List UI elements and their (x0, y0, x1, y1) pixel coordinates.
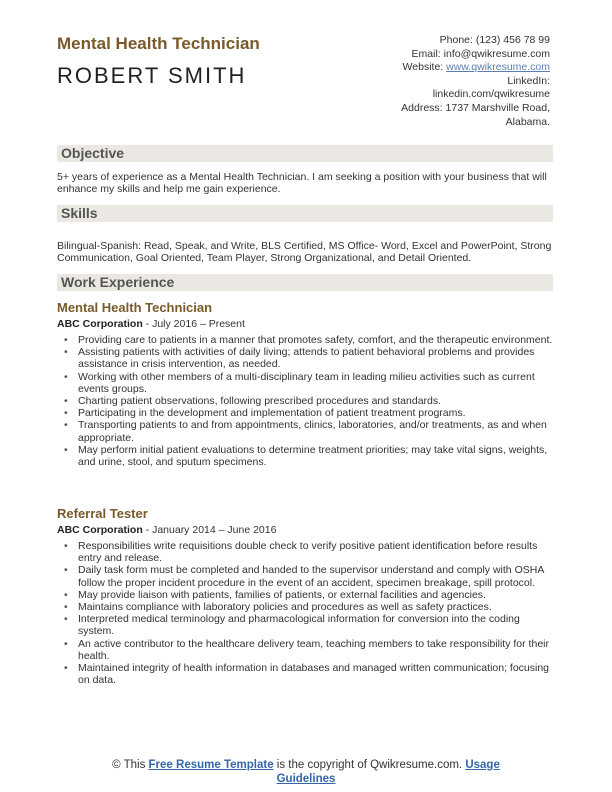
company-name: ABC Corporation (57, 318, 143, 330)
address-label: Address: (401, 101, 443, 114)
bullet-item: • Daily task form must be completed and handed to the supervisor understand and comply with OSHA follow the proper incident procedure in the event of an accident, specimen breakage, spill protocol. (57, 564, 557, 588)
contact-linkedin-label: LinkedIn: (507, 74, 550, 87)
bullet-item: • An active contributor to the healthcare delivery team, teaching members to take responsibility for their health. (57, 638, 557, 662)
contact-phone (401, 34, 550, 48)
phone-label: Phone: (439, 34, 473, 46)
contact-email (401, 48, 550, 62)
skills-text: Bilingual-Spanish: Read, Speak, and Write, BLS Certified, MS Office- Word, Excel and PowerPoint, Strong Communication, Goal Oriented, Team Player, Strong Organizational, and Detail Oriented. (57, 240, 552, 265)
usage-link-part1[interactable]: Usage (465, 759, 500, 771)
job-bullets (57, 540, 557, 686)
bullet-item: • Responsibilities write requisitions double check to verify positive patient identification before results entry and release. (57, 540, 557, 564)
objective-heading: Objective (61, 145, 125, 161)
objective-heading-bar (57, 145, 553, 162)
bullet-item: • Charting patient observations, following prescribed procedures and standards. (57, 395, 557, 407)
free-resume-template-link[interactable]: Free Resume Template (148, 759, 274, 771)
contact-block (401, 34, 550, 129)
work-experience-heading: Work Experience (61, 274, 175, 290)
job-dates: - July 2016 – Present (142, 318, 245, 330)
bullet-item: • Participating in the development and implementation of patient treatment programs. (57, 407, 557, 419)
website-label: Website: (402, 61, 444, 74)
job-title: Mental Health Technician (57, 300, 213, 315)
bullet-item: • Transporting patients to and from appointments, clinics, laboratories, and/or treatments, as and when appropriate. (57, 419, 557, 443)
company-name: ABC Corporation (57, 524, 143, 536)
bullet-item: • Working with other members of a multi-disciplinary team in leading milieu activities such as current events groups. (57, 371, 557, 395)
contact-linkedin[interactable]: linkedin.com/qwikresume (432, 88, 550, 101)
email-value[interactable]: info@qwikresume.com (443, 47, 550, 60)
skills-heading-bar (57, 205, 553, 222)
objective-text: 5+ years of experience as a Mental Health Technician. I am seeking a position with your business that will enhance my skills and help me gain experience. (57, 171, 547, 196)
footer-copyright (0, 758, 612, 786)
job-dates: - January 2014 – June 2016 (142, 524, 277, 536)
job-company-dates (57, 318, 245, 330)
job-company-dates (57, 524, 276, 536)
bullet-item: • Maintained integrity of health information in databases and managed written communication; focusing on data. (57, 662, 557, 686)
contact-website (401, 61, 550, 75)
footer-middle: is the copyright of Qwikresume.com. (273, 759, 466, 771)
skills-heading: Skills (61, 205, 98, 221)
email-label: Email: (411, 47, 441, 60)
website-link[interactable]: www.qwikresume.com (446, 61, 550, 74)
bullet-item: • Providing care to patients in a manner that promotes safety, comfort, and the therapeutic environment. (57, 334, 557, 346)
bullet-item: • Maintains compliance with laboratory policies and procedures as well as safety practices. (57, 601, 557, 613)
phone-value: (123) 456 78 99 (475, 34, 550, 46)
bullet-item: • Assisting patients with activities of daily living; attends to patient behavioral problems and provides assistance in crisis intervention, as needed. (57, 346, 557, 370)
usage-guidelines-link[interactable]: Guidelines (276, 773, 336, 785)
job-title: Referral Tester (57, 506, 148, 521)
header-job-title: Mental Health Technician (57, 34, 260, 53)
work-experience-heading-bar (57, 274, 553, 291)
footer-prefix: © This (112, 759, 149, 771)
job-bullets (57, 334, 557, 468)
bullet-item: • May perform initial patient evaluations to determine treatment priorities; may take vital signs, weights, and urine, stool, and sputum specimens. (57, 444, 557, 468)
contact-address-line2: Alabama. (505, 115, 550, 128)
address-line1: 1737 Marshville Road, (445, 101, 550, 114)
bullet-item: • May provide liaison with patients, families of patients, or external facilities and agencies. (57, 589, 557, 601)
candidate-name: ROBERT SMITH (57, 63, 247, 88)
bullet-item: • Interpreted medical terminology and pharmacological information for conversion into the coding system. (57, 613, 557, 637)
contact-address (401, 102, 550, 116)
